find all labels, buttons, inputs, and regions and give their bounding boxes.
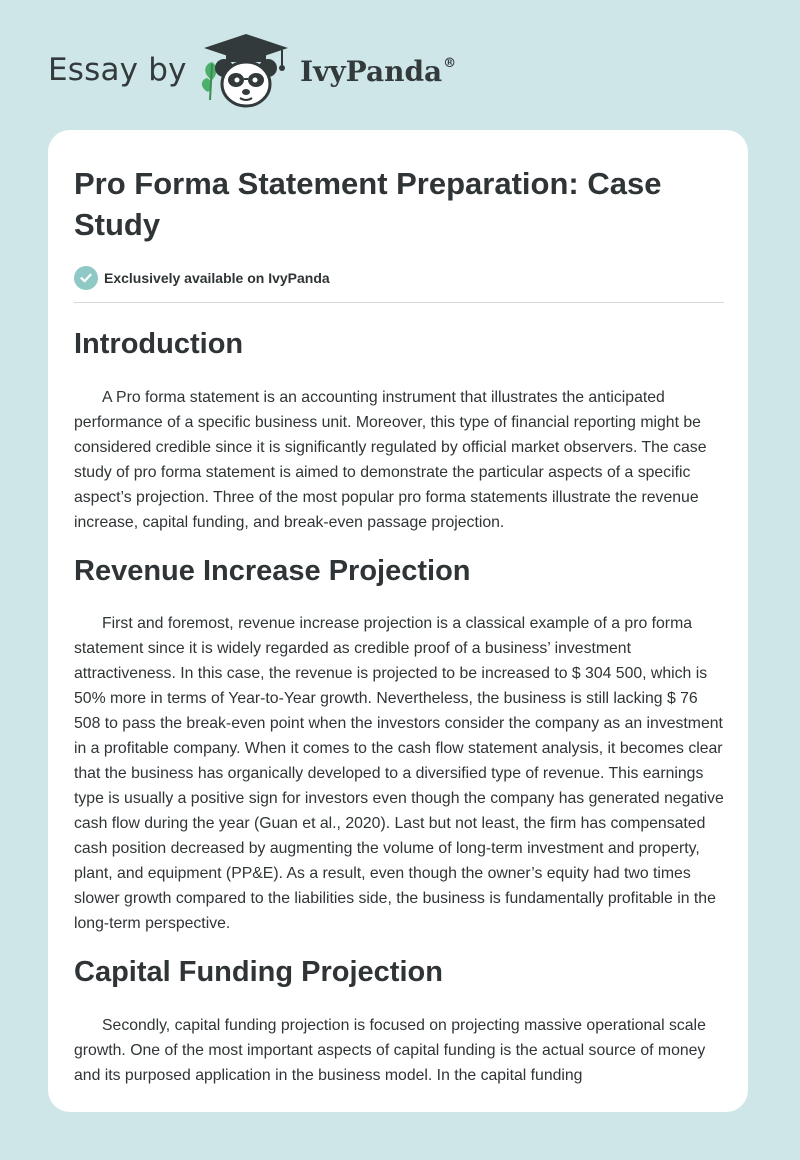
article-card — [48, 130, 748, 1112]
section-paragraph: First and foremost, revenue increase projection is a classical example of a pro forma statement since it is widely regarded as credible proof of a business’ investment attractiveness. In this case, the revenue is projected to be increased to $ 304 500, which is 50% more in terms of Year-to-Year growth. Nevertheless, the business is still lacking $ 76 508 to pass the break-even point when the investors consider the company as an investment in a profitable company. When it comes to the cash flow statement analysis, it becomes clear that the business has organically developed to a diversified type of revenue. This earnings type is usually a positive sign for investors even though the company has generated negative cash flow during the year (Guan et al., 2020). Last but not least, the firm has compensated cash position decreased by augmenting the volume of long-term investment and property, plant, and equipment (PP&E). As a result, even though the owner’s equity had two times slower growth compared to the liabilities side, the business is fundamentally profitable in the long-term perspective. — [74, 615, 724, 932]
exclusive-badge — [74, 265, 330, 291]
section-heading: Revenue Increase Projection — [74, 555, 471, 587]
page-title: Pro Forma Statement Preparation: Case Study — [74, 166, 662, 242]
badge-label: Exclusively available on IvyPanda — [104, 270, 330, 286]
site-header — [0, 0, 800, 130]
essay-by-label: Essay by — [48, 52, 187, 88]
brand-name[interactable] — [300, 55, 456, 88]
brand-text: IvyPanda — [300, 55, 443, 88]
section-paragraph: A Pro forma statement is an accounting instrument that illustrates the anticipated performance of a specific business unit. Moreover, this type of financial reporting might be considered credible since it is significantly regulated by official market observers. The case study of pro forma statement is aimed to demonstrate the particular aspects of a specific aspect’s projection. Three of the most popular pro forma statements illustrate the revenue increase, capital funding, and break-even passage projection. — [74, 389, 707, 531]
registered-mark: ® — [443, 56, 457, 71]
divider — [74, 302, 724, 303]
panda-graduate-icon[interactable] — [198, 30, 294, 114]
section-paragraph: Secondly, capital funding projection is focused on projecting massive operational scale growth. One of the most important aspects of capital funding is the actual source of money and its purposed application in the business model. In the capital funding — [74, 1017, 706, 1084]
section-heading: Capital Funding Projection — [74, 956, 443, 988]
section-heading: Introduction — [74, 328, 244, 360]
check-circle-icon — [74, 266, 98, 290]
